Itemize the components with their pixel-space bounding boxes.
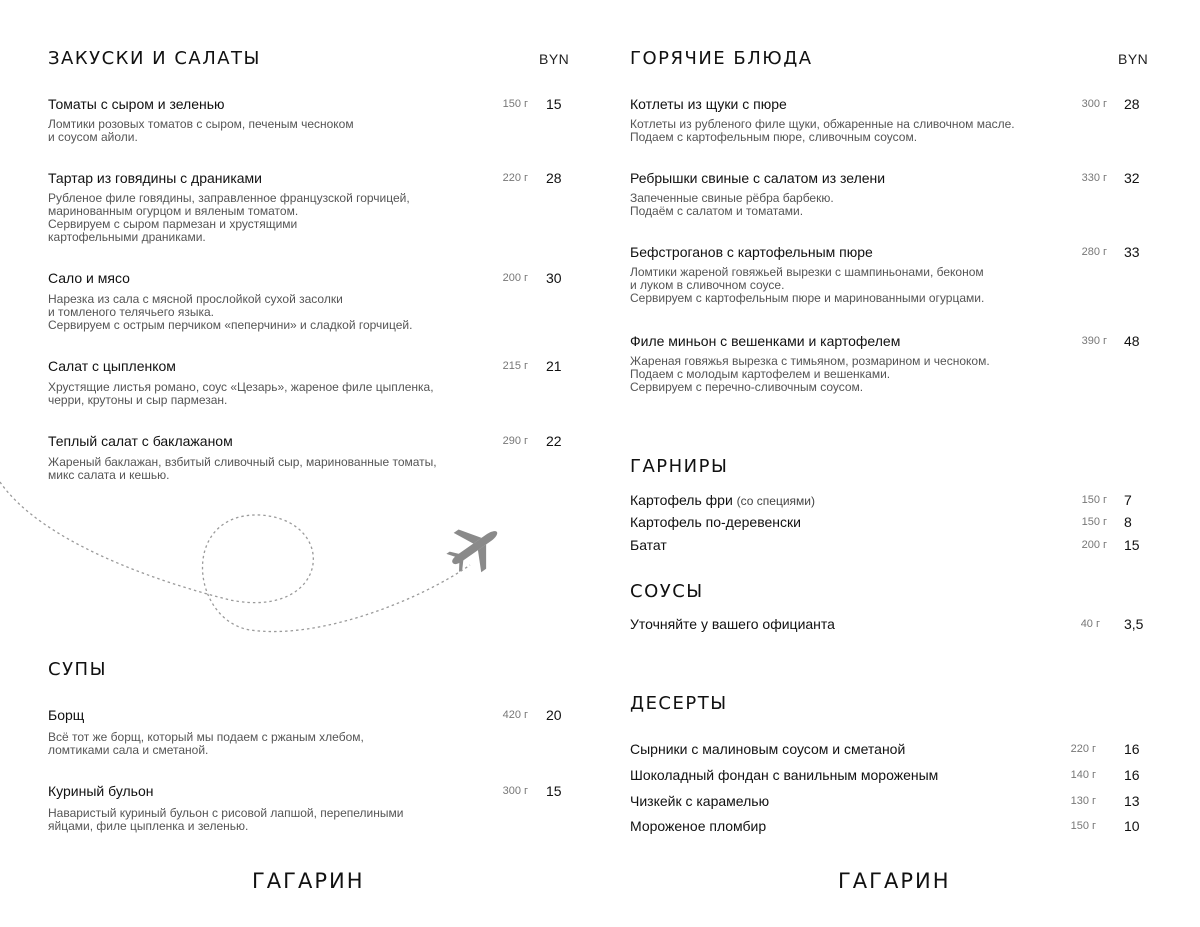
flight-path-decoration	[0, 470, 520, 645]
menu-item-price: 48	[1124, 333, 1140, 349]
menu-item-weight: 220 г	[1070, 743, 1096, 755]
menu-item-price: 8	[1124, 514, 1132, 530]
menu-item-price: 13	[1124, 793, 1140, 809]
menu-item-price: 32	[1124, 170, 1140, 186]
menu-item-name: Картофель по-деревенски	[630, 514, 801, 530]
menu-item-price: 16	[1124, 741, 1140, 757]
menu-item-weight: 290 г	[502, 435, 528, 447]
menu-item-weight: 150 г	[1081, 494, 1107, 506]
hot-dishes-title: ГОРЯЧИЕ БЛЮДА	[630, 48, 813, 69]
menu-item-price: 33	[1124, 244, 1140, 260]
menu-item-description: Наваристый куриный бульон с рисовой лапшой, перепелиными яйцами, филе цыпленка и зеленью.	[48, 806, 404, 833]
menu-item-price: 15	[546, 96, 562, 112]
menu-item-price: 28	[546, 170, 562, 186]
menu-item-name: Шоколадный фондан с ванильным мороженым	[630, 767, 939, 783]
menu-item-weight: 200 г	[502, 272, 528, 284]
menu-item-price: 20	[546, 707, 562, 723]
menu-item-description: Хрустящие листья романо, соус «Цезарь», жареное филе цыпленка, черри, крутоны и сыр пармезан.	[48, 380, 434, 407]
menu-item-name: Сало и мясо	[48, 270, 130, 286]
menu-item-name: Сырники с малиновым соусом и сметаной	[630, 741, 906, 757]
menu-item-weight: 220 г	[502, 172, 528, 184]
soups-title: СУПЫ	[48, 659, 107, 680]
menu-item-weight: 300 г	[1081, 98, 1107, 110]
menu-item-weight: 200 г	[1081, 539, 1107, 551]
menu-item-name: Томаты с сыром и зеленью	[48, 96, 225, 112]
menu-item-name: Борщ	[48, 707, 85, 723]
menu-item-price: 3,5	[1124, 616, 1144, 632]
menu-item-weight: 40 г	[1080, 618, 1100, 630]
menu-item-weight: 140 г	[1070, 769, 1096, 781]
menu-item-price: 10	[1124, 818, 1140, 834]
menu-item-name: Филе миньон с вешенками и картофелем	[630, 333, 901, 349]
menu-item-weight: 330 г	[1081, 172, 1107, 184]
menu-item-name: Теплый салат с баклажаном	[48, 433, 233, 449]
menu-item-price: 15	[546, 783, 562, 799]
airplane-icon	[439, 512, 511, 582]
menu-item-description: Ломтики розовых томатов с сыром, печеным чесноком и соусом айоли.	[48, 117, 354, 144]
menu-item-price: 15	[1124, 537, 1140, 553]
menu-item-name: Чизкейк с карамелью	[630, 793, 770, 809]
menu-item-description: Нарезка из сала с мясной прослойкой сухой засолки и томленого телячьего языка. Сервируем с острым перчиком «пеперчини» и сладкой горчицей.	[48, 292, 413, 332]
menu-item-price: 22	[546, 433, 562, 449]
menu-item-name: Куриный бульон	[48, 783, 154, 799]
menu-item-name: Батат	[630, 537, 667, 553]
menu-item-weight: 390 г	[1081, 335, 1107, 347]
menu-item-price: 28	[1124, 96, 1140, 112]
desserts-title: ДЕСЕРТЫ	[630, 693, 728, 714]
menu-item-description: Жареный баклажан, взбитый сливочный сыр, маринованные томаты, микс салата и кешью.	[48, 455, 437, 482]
menu-item-description: Ломтики жареной говяжьей вырезки с шампиньонами, беконом и луком в сливочном соусе. Сервируем с картофельным пюре и маринованными огурцами.	[630, 265, 985, 305]
menu-item-name: Бефстроганов с картофельным пюре	[630, 244, 873, 260]
menu-item-price: 16	[1124, 767, 1140, 783]
menu-item-description: Запеченные свиные рёбра барбекю. Подаём с салатом и томатами.	[630, 191, 834, 218]
menu-item-description: Всё тот же борщ, который мы подаем с ржаным хлебом, ломтиками сала и сметаной.	[48, 730, 364, 757]
menu-item-description: Котлеты из рубленого филе щуки, обжаренные на сливочном масле. Подаем с картофельным пюре, сливочным соусом.	[630, 117, 1015, 144]
menu-item-name: Тартар из говядины с драниками	[48, 170, 262, 186]
menu-item-price: 21	[546, 358, 562, 374]
menu-item-name: Ребрышки свиные с салатом из зелени	[630, 170, 886, 186]
menu-item-weight: 215 г	[502, 360, 528, 372]
menu-item-name: Картофель фри (со специями)	[630, 492, 816, 508]
menu-item-weight: 130 г	[1070, 795, 1096, 807]
currency-label-right: BYN	[1118, 51, 1149, 67]
menu-item-name: Уточняйте у вашего официанта	[630, 616, 835, 632]
menu-item-name: Котлеты из щуки с пюре	[630, 96, 787, 112]
appetizers-title: ЗАКУСКИ И САЛАТЫ	[48, 48, 261, 69]
brand-logo-right: ГАГАРИН	[838, 869, 951, 893]
brand-logo-left: ГАГАРИН	[252, 869, 365, 893]
menu-item-price: 7	[1124, 492, 1132, 508]
menu-item-description: Рубленое филе говядины, заправленное французской горчицей, маринованным огурцом и вяленым томатом. Сервируем с сыром пармезан и хрустящими картофельными драниками.	[48, 191, 410, 244]
menu-item-weight: 300 г	[502, 785, 528, 797]
menu-item-price: 30	[546, 270, 562, 286]
menu-item-weight: 280 г	[1081, 246, 1107, 258]
sides-title: ГАРНИРЫ	[630, 456, 729, 477]
currency-label-left: BYN	[539, 51, 570, 67]
sauces-title: СОУСЫ	[630, 581, 704, 602]
menu-item-name: Салат с цыпленком	[48, 358, 176, 374]
menu-item-weight: 150 г	[1070, 820, 1096, 832]
menu-item-name: Мороженое пломбир	[630, 818, 767, 834]
menu-item-weight: 420 г	[502, 709, 528, 721]
menu-item-weight: 150 г	[1081, 516, 1107, 528]
menu-item-note: (со специями)	[736, 494, 816, 508]
menu-item-description: Жареная говяжья вырезка с тимьяном, розмарином и чесноком. Подаем с молодым картофелем и вешенками. Сервируем с перечно-сливочным соусом.	[630, 354, 990, 394]
menu-item-weight: 150 г	[502, 98, 528, 110]
